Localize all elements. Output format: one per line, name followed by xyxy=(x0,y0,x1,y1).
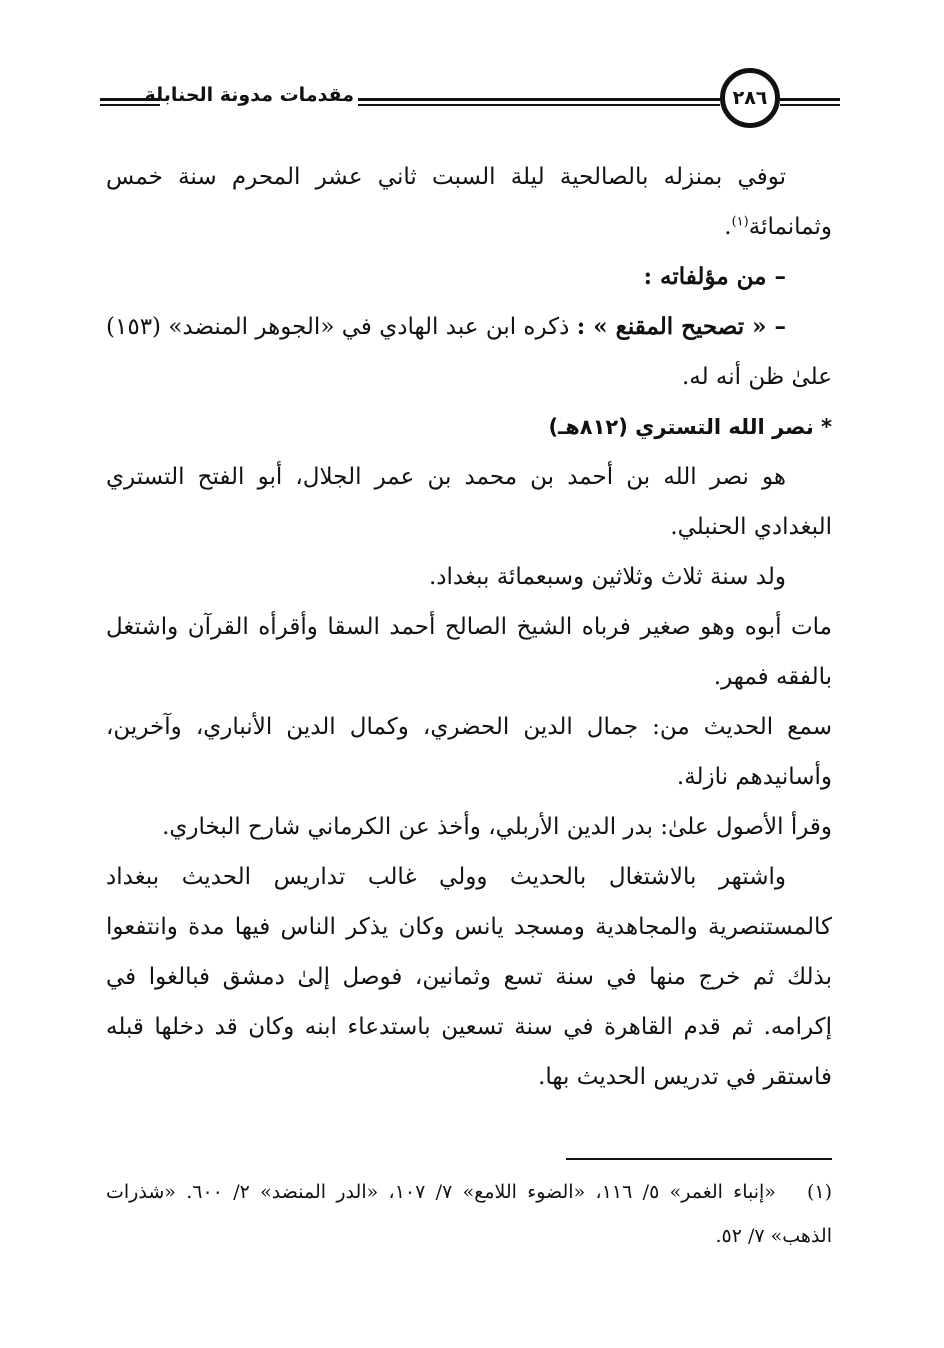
footnote-separator xyxy=(566,1158,832,1160)
page-number: ٢٨٦ xyxy=(720,68,780,128)
header-rule-middle xyxy=(358,98,720,106)
biography-heading: * نصر الله التستري (٨١٢هـ) xyxy=(548,415,832,439)
running-title: مقدمات مدونة الحنابلة xyxy=(144,84,354,106)
footnote-marker: (١) xyxy=(806,1181,833,1203)
paragraph-death xyxy=(106,152,832,252)
main-text xyxy=(106,152,832,1102)
footnote-1 xyxy=(106,1170,832,1258)
paragraph-birth: ولد سنة ثلاث وثلاثين وسبعمائة ببغداد. xyxy=(428,564,786,590)
paragraph-name: هو نصر الله بن أحمد بن محمد بن عمر الجلال، أبو الفتح التستري البغدادي الحنبلي. xyxy=(106,464,832,540)
paragraph-career: واشتهر بالاشتغال بالحديث وولي غالب تداريس الحديث ببغداد كالمستنصرية والمجاهدية ومسجد يانس وكان يذكر الناس فيها مدة وانتفعوا بذلك ثم خرج منها في سنة تسع وثمانين، فوصل إلىٰ دمشق فبالغوا في إكرامه. ثم قدم القاهرة في سنة تسعين باستدعاء ابنه وكان قد دخلها قبله فاستقر في تدريس الحديث بها. xyxy=(106,864,832,1090)
paragraph-study: وقرأ الأصول علىٰ: بدر الدين الأربلي، وأخذ عن الكرماني شارح البخاري. xyxy=(162,814,832,840)
page-header xyxy=(100,62,840,142)
paragraph-upbringing: مات أبوه وهو صغير فرباه الشيخ الصالح أحمد السقا وأقرأه القرآن واشتغل بالفقه فمهر. xyxy=(106,614,832,690)
work-item xyxy=(106,302,832,402)
footnotes xyxy=(106,1170,832,1258)
header-rule-right xyxy=(780,98,840,106)
paragraph-death-text: توفي بمنزله بالصالحية ليلة السبت ثاني عشر المحرم سنة خمس وثمانمائة xyxy=(106,164,832,240)
footnote-reference: (١) xyxy=(731,214,749,230)
works-heading: – من مؤلفاته : xyxy=(643,263,786,290)
work-title: – « تصحيح المقنع » : xyxy=(576,313,787,340)
paragraph-hearing: سمع الحديث من: جمال الدين الحضري، وكمال الدين الأنباري، وآخرين، وأسانيدهم نازلة. xyxy=(106,714,832,790)
footnote-text: «إنباء الغمر» ٥/ ١١٦، «الضوء اللامع» ٧/ ١٠٧، «الدر المنضد» ٢/ ٦٠٠. «شذرات الذهب» ٧/ ٥٢. xyxy=(106,1181,832,1247)
work-description: ذكره ابن عبد الهادي في «الجوهر المنضد» (١٥٣) علىٰ ظن أنه له. xyxy=(106,314,832,390)
paragraph-death-end: . xyxy=(724,214,732,240)
